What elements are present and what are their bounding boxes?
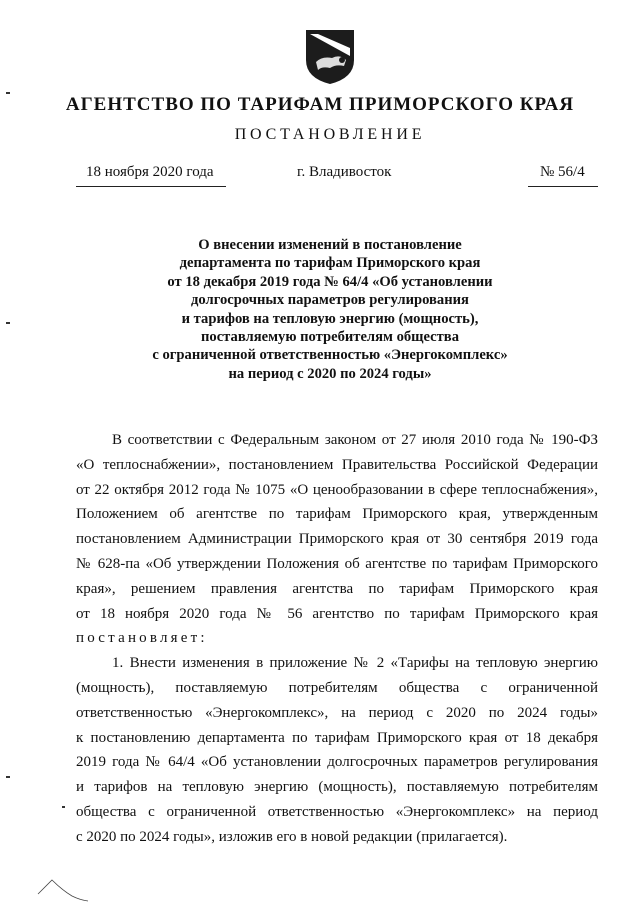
body-line: 1. Внести изменения в приложение № 2 «Тарифы на тепловую энергию [112,655,598,672]
agency-name: АГЕНТСТВО ПО ТАРИФАМ ПРИМОРСКОГО КРАЯ [65,94,575,115]
body-line: постановлением Администрации Приморского края от 30 сентября 2019 года [76,531,598,548]
document-type: ПОСТАНОВЛЕНИЕ [234,126,426,143]
body-line: края», решением правления агентства по тарифам Приморского края [76,580,598,597]
body-line: с 2020 по 2024 годы», изложив его в новой редакции (прилагается). [76,828,508,845]
body-line: от 18 ноября 2020 года № 56 агентство по тарифам Приморского края [76,605,598,622]
body-line: и тарифов на тепловую энергию (мощность), поставляемую потребителям [76,779,598,796]
scan-mark [6,322,10,324]
scan-mark [6,776,10,778]
document-date: 18 ноября 2020 года [86,164,214,180]
number-underline [528,186,598,187]
scan-mark [6,92,10,94]
title-line: поставляемую потребителям общества [201,329,459,346]
body-line: «О теплоснабжении», постановлением Правительства Российской Федерации [76,456,598,473]
body-line: от 22 октября 2012 года № 1075 «О ценообразовании в сфере теплоснабжения», [76,481,598,498]
title-line: департамента по тарифам Приморского края [179,255,481,272]
document-number: № 56/4 [540,164,585,180]
body-line: В соответствии с Федеральным законом от 27 июля 2010 года № 190-ФЗ [112,432,598,448]
title-line: от 18 декабря 2019 года № 64/4 «Об установлении [167,273,493,290]
document-body [76,428,598,850]
title-line: на период с 2020 по 2024 годы» [228,365,432,382]
title-line: долгосрочных параметров регулирования [191,292,469,309]
body-line: общества с ограниченной ответственностью «Энергокомплекс» на период [76,803,598,820]
scan-mark [62,806,65,808]
decree-word: постановляет: [76,630,208,647]
coat-of-arms-icon [302,26,358,86]
title-line: с ограниченной ответственностью «Энергокомплекс» [152,347,508,364]
pen-stroke-icon [36,866,90,902]
body-line: к постановлению департамента по тарифам Приморского края от 18 декабря [76,729,598,746]
document-title [100,236,560,383]
document-city: г. Владивосток [297,164,392,180]
body-line: ответственностью «Энергокомплекс», на период с 2020 по 2024 годы» [76,704,598,721]
body-line: № 628-па «Об утверждении Положения об агентстве по тарифам Приморского [76,555,598,572]
body-line: (мощность), поставляемую потребителям общества с ограниченной [76,679,598,696]
date-underline [76,186,226,187]
title-line: О внесении изменений в постановление [198,237,462,253]
title-line: и тарифов на тепловую энергию (мощность), [181,310,479,327]
body-line: Положением об агентстве по тарифам Приморского края, утвержденным [76,506,598,523]
body-line: 2019 года № 64/4 «Об установлении долгосрочных параметров регулирования [76,754,598,771]
